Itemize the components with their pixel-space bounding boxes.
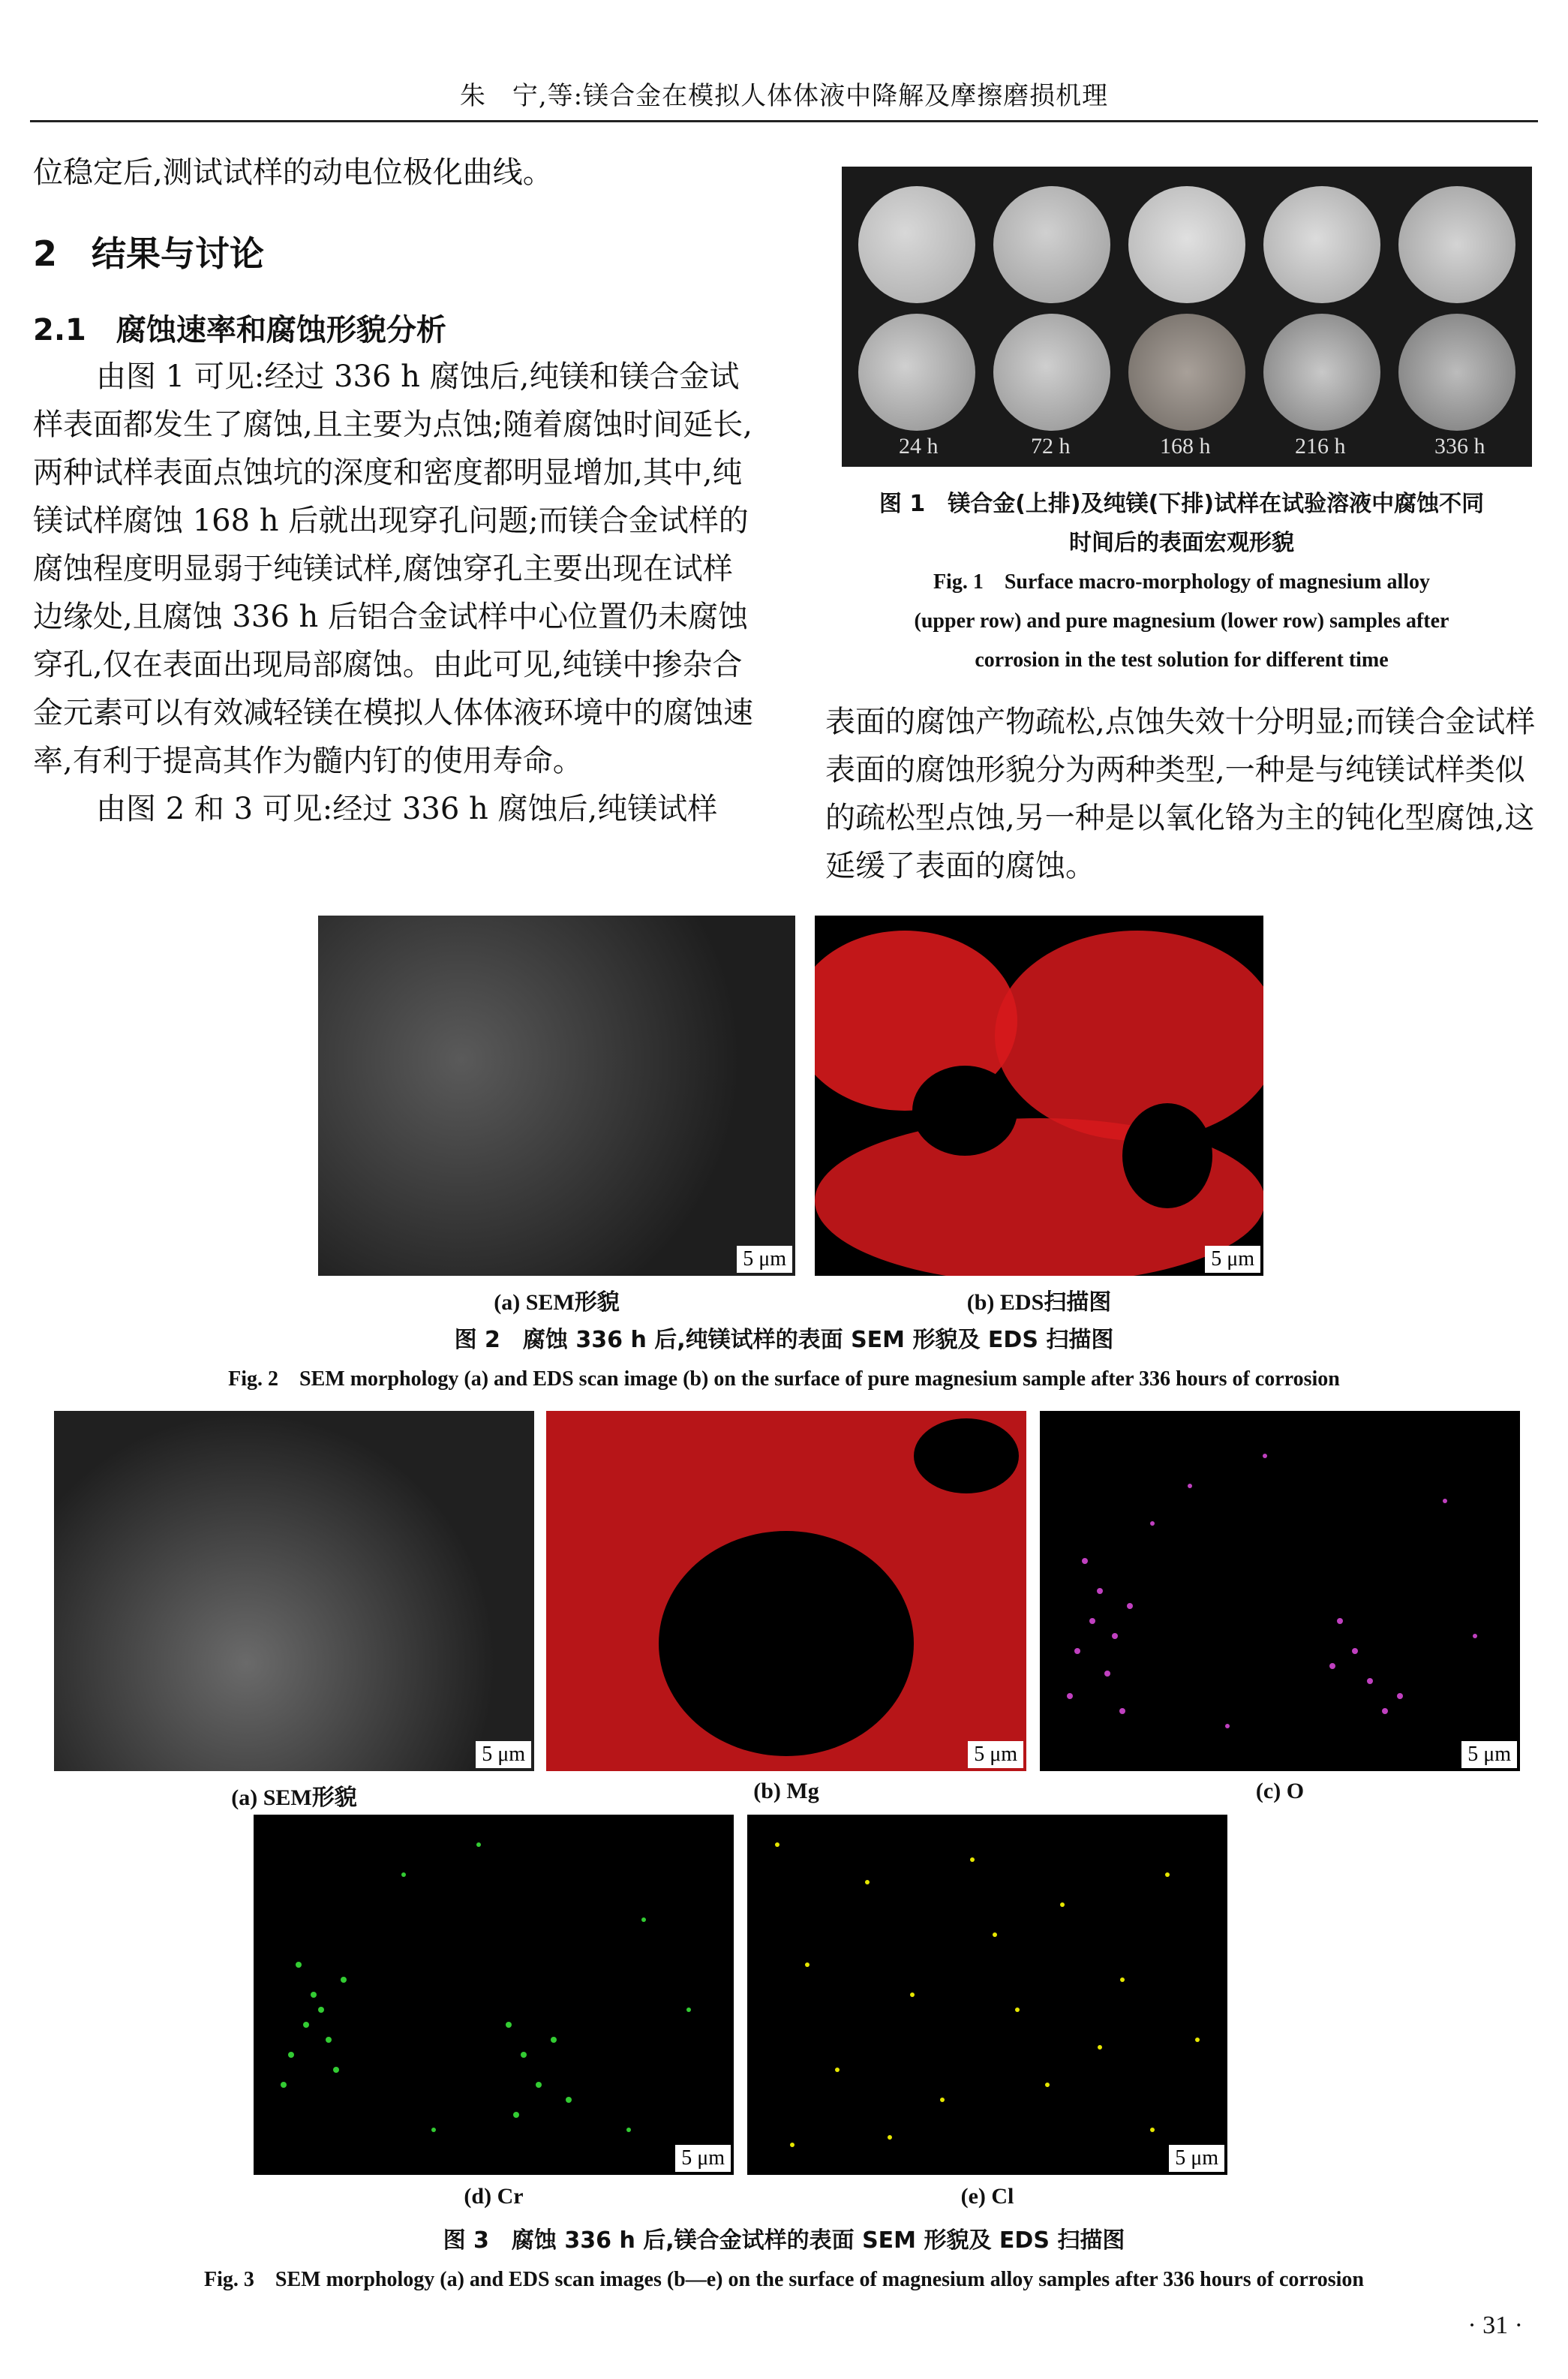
figure3-o-svg [1040,1411,1520,1771]
figure3-cr-map [254,1815,734,2175]
figure1-caption-en-line1: Fig. 1 Surface macro-morphology of magnesium alloy [933,570,1431,594]
section-heading: 2 结果与讨论 [33,233,265,274]
alloy-disc-72h [993,186,1110,303]
subsection-heading: 2.1 腐蚀速率和腐蚀形貌分析 [33,313,446,347]
figure2b-scale-bar: 5 μm [1205,1246,1260,1273]
subsection-heading-block [33,306,758,349]
figure3e-label: (e) Cl [960,2184,1014,2209]
figure3d-scale-bar: 5 μm [675,2145,731,2172]
figure2-caption-cn: 图 2 腐蚀 336 h 后,纯镁试样的表面 SEM 形貌及 EDS 扫描图 [454,1327,1114,1353]
alloy-disc-216h [1263,186,1380,303]
figure3a-label: (a) SEM形貌 [231,1785,357,1810]
alloy-disc-24h [858,186,975,303]
right-paragraph-text: 表面的腐蚀产物疏松,点蚀失效十分明显;而镁合金试样表面的腐蚀形貌分为两种类型,一种是与纯镁试样类似的疏松型点蚀,另一种是以氧化铬为主的钝化型腐蚀,这延缓了表面的腐蚀。 [825,705,1536,883]
left-column [33,149,758,197]
figure1-image [842,167,1532,467]
figure1-caption-cn-line1: 图 1 镁合金(上排)及纯镁(下排)试样在试验溶液中腐蚀不同 [879,491,1485,517]
figure1-caption-en-line3: corrosion in the test solution for different time [975,648,1389,672]
right-paragraph [825,698,1538,890]
figure3-caption-cn: 图 3 腐蚀 336 h 后,镁合金试样的表面 SEM 形貌及 EDS 扫描图 [443,2227,1125,2254]
pure-mg-disc-336h [1398,314,1515,431]
time-label-168h: 168 h [1160,434,1211,459]
time-label-24h: 24 h [899,434,939,459]
time-label-216h: 216 h [1295,434,1346,459]
paragraph-1: 由图 1 可见:经过 336 h 腐蚀后,纯镁和镁合金试样表面都发生了腐蚀,且主要为点蚀;随着腐蚀时间延长,两种试样表面点蚀坑的深度和密度都明显增加,其中,纯镁试样腐蚀 168 h 后就出现穿孔问题;而镁合金试样的腐蚀程度明显弱于纯镁试样,腐蚀穿孔主要出现在试样边缘处,且腐蚀 336 h 后铝合金试样中心位置仍未腐蚀穿孔,仅在表面出现局部腐蚀。由此可见,纯镁中掺杂合金元素可以有效减轻镁在模拟人体体液环境中的腐蚀速率,有利于提高其作为髓内钉的使用寿命。 [33,359,753,778]
alloy-disc-168h [1128,186,1245,303]
pure-mg-disc-168h [1128,314,1245,431]
figure2-caption-en: Fig. 2 SEM morphology (a) and EDS scan image (b) on the surface of pure magnesium sample after 336 hours of corrosion [228,1367,1340,1391]
figure2-eds-map [815,916,1263,1276]
figure1-caption [825,485,1538,680]
figure3-cr-svg [254,1815,734,2175]
left-paragraphs [33,353,758,833]
figure3c-scale-bar: 5 μm [1461,1741,1517,1768]
figure3-mg-map [546,1411,1026,1771]
section-heading-block [33,227,758,276]
paragraph-2: 由图 2 和 3 可见:经过 336 h 腐蚀后,纯镁试样 [96,792,718,826]
figure2a-scale-bar: 5 μm [737,1246,792,1273]
figure2-sem-image [318,916,795,1276]
figure3-o-map [1040,1411,1520,1771]
figure3b-label: (b) Mg [753,1779,819,1803]
figure1-caption-cn-line2: 时间后的表面宏观形貌 [1069,530,1294,556]
figure3-cl-svg [747,1815,1227,2175]
pure-mg-disc-216h [1263,314,1380,431]
intro-line: 位稳定后,测试试样的动电位极化曲线。 [33,155,553,190]
figure2-caption [0,1321,1568,1399]
figure3-caption-en: Fig. 3 SEM morphology (a) and EDS scan images (b—e) on the surface of magnesium alloy samples after 336 hours of corrosion [204,2268,1364,2291]
figure2-eds-image [815,916,1263,1276]
running-header: 朱 宁,等:镁合金在模拟人体体液中降解及摩擦磨损机理 [459,81,1109,111]
alloy-disc-336h [1398,186,1515,303]
figure3a-scale-bar: 5 μm [476,1741,531,1768]
figure3c-label: (c) O [1255,1779,1305,1803]
time-label-72h: 72 h [1031,434,1071,459]
figure3-mg-svg [546,1411,1026,1771]
page-number: · 31 · [1467,2311,1523,2339]
figure2a-label: (a) SEM形貌 [494,1290,620,1315]
figure3d-label: (d) Cr [464,2184,524,2209]
figure3-sem-image [54,1411,534,1771]
time-label-336h: 336 h [1434,434,1485,459]
figure3-caption [0,2221,1568,2299]
figure1-caption-en-line2: (upper row) and pure magnesium (lower row) samples after [914,609,1449,633]
header-rule [30,120,1538,122]
figure3-cl-map [747,1815,1227,2175]
figure3e-scale-bar: 5 μm [1169,2145,1224,2172]
figure2b-label: (b) EDS扫描图 [966,1290,1112,1315]
pure-mg-disc-24h [858,314,975,431]
figure3b-scale-bar: 5 μm [968,1741,1023,1768]
pure-mg-disc-72h [993,314,1110,431]
